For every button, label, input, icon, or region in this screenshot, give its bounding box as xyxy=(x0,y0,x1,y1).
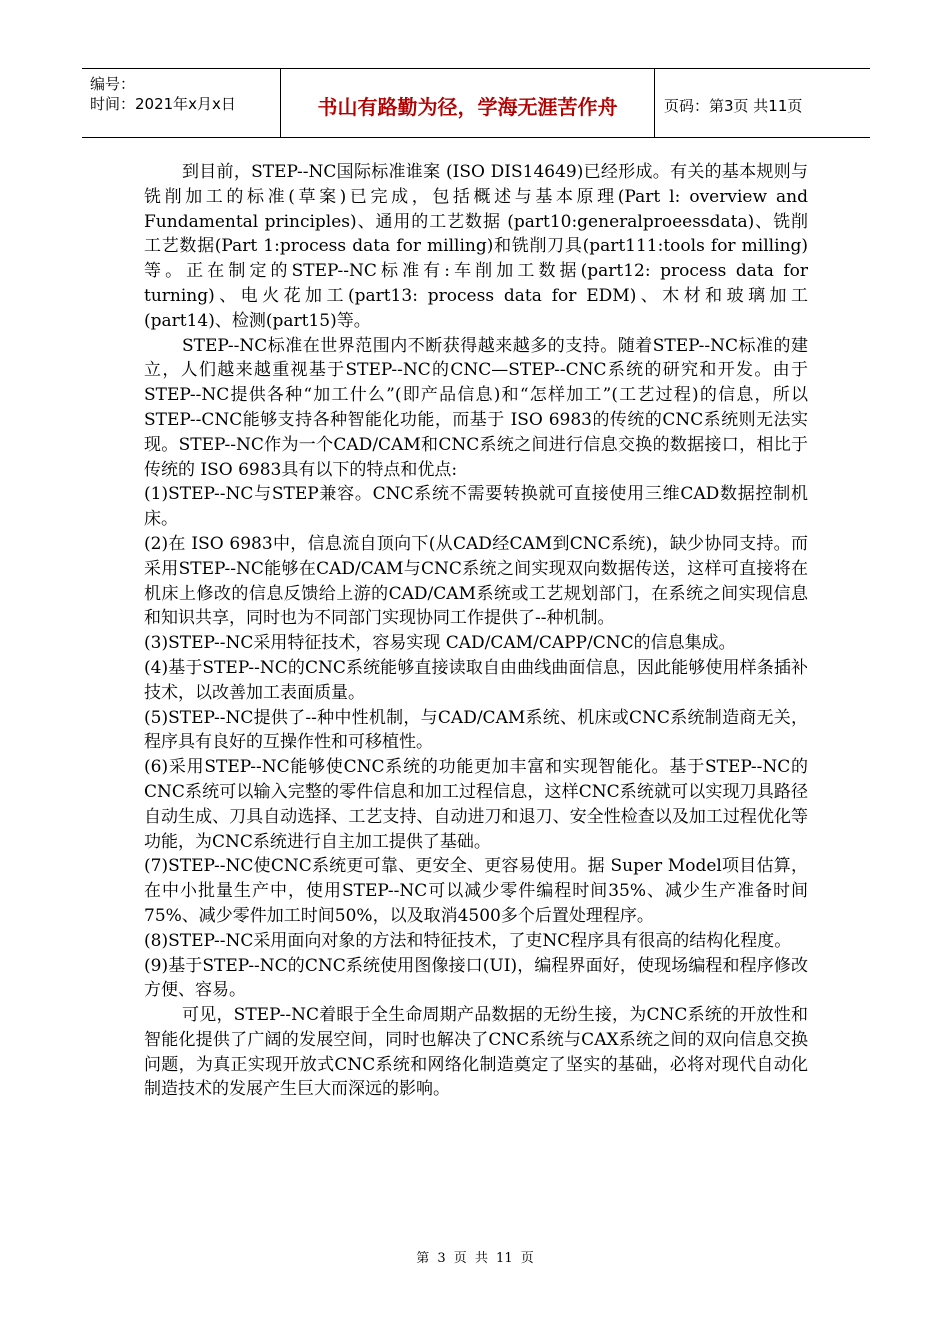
doc-time: 时间：2021年x月x日 xyxy=(90,95,236,113)
page-footer: 第 3 页 共 11 页 xyxy=(416,1251,534,1266)
paragraph-conclusion: 可见，STEP--NC着眼于全生命周期产品数据的无纷生接，为CNC系统的开放性和智能化提供了广阔的发展空间，同时也解决了CNC系统与CAX系统之间的双向信息交换问题，为真正实现开放式CNC系统和网络化制造奠定了坚实的基础，必将对现代自动化制造技术的发展产生巨大而深远的影响。 xyxy=(144,1005,808,1100)
header-motto-cell xyxy=(281,69,655,137)
list-item-8: (8)STEP--NC采用面向对象的方法和特征技术，了吏NC程序具有很高的结构化程度。 xyxy=(144,930,792,951)
list-item-5: (5)STEP--NC提供了--种中性机制，与CAD/CAM系统、机床或CNC系统制造商无关，程序具有良好的互操作性和可移植性。 xyxy=(144,707,808,753)
paragraph-intro: 到目前，STEP--NC国际标准谁案 (ISO DIS14649)已经形成。有关的基本规则与铣削加工的标准(草案)已完成，包括概述与基本原理(Part l: overview and Fundamental principles)、通用的工艺数据 (part10:generalproeessdata)、铣削工艺数据(Part 1:process data for milling)和铣削刀具(part111:tools for milling) 等。正在制定的STEP--NC标准有:车削加工数据(part12: process data for turning)、电火花加工(part13: process data for EDM)、木材和玻璃加工 (part14)、检测(part15)等。 xyxy=(144,162,808,331)
list-item-1: (1)STEP--NC与STEP兼容。CNC系统不需要转换就可直接使用三维CAD数据控制机床。 xyxy=(144,484,808,530)
header-page-cell xyxy=(655,69,870,137)
document-body xyxy=(144,160,808,1102)
list-item-9: (9)基于STEP--NC的CNC系统使用图像接口(UI)，编程界面好，使现场编程和程序修改方便、容易。 xyxy=(144,955,808,1001)
list-item-3: (3)STEP--NC采用特征技术，容易实现 CAD/CAM/CAPP/CNC的信息集成。 xyxy=(144,633,736,654)
header-page-number: 页码：第3页 共11页 xyxy=(664,97,803,115)
paragraph-support: STEP--NC标准在世界范围内不断获得越来越多的支持。随着STEP--NC标准的建立，人们越来越重视基于STEP--NC的CNC—STEP--CNC系统的研究和开发。由于STEP--NC提供各种“加工什么”(即产品信息)和“怎样加工”(工艺过程)的信息，所以STEP--CNC能够支持各种智能化功能，而基于 ISO 6983的传统的CNC系统则无法实现。STEP--NC作为一个CAD/CAM和CNC系统之间进行信息交换的数据接口，相比于传统的 ISO 6983具有以下的特点和优点: xyxy=(144,335,808,480)
list-item-7: (7)STEP--NC使CNC系统更可靠、更安全、更容易使用。据 Super Model项目估算，在中小批量生产中，使用STEP--NC可以减少零件编程时间35%、减少生产准备时间75%、减少零件加工时间50%，以及取消4500多个后置处理程序。 xyxy=(144,856,808,926)
list-item-4: (4)基于STEP--NC的CNC系统能够直接读取自由曲线曲面信息，因此能够使用样条插补技术，以改善加工表面质量。 xyxy=(144,657,808,703)
list-item-2: (2)在 ISO 6983中，信息流自顶向下(从CAD经CAM到CNC系统)，缺少协同支持。而采用STEP--NC能够在CAD/CAM与CNC系统之间实现双向数据传送，这样可直接将在机床上修改的信息反馈给上游的CAD/CAM系统或工艺规划部门，在系统之间实现信息和知识共享，同时也为不同部门实现协同工作提供了--种机制。 xyxy=(144,533,808,629)
header-motto: 书山有路勤为径，学海无涯苦作舟 xyxy=(317,95,618,119)
page-header xyxy=(82,68,870,138)
header-info-cell xyxy=(82,69,281,137)
list-item-6: (6)采用STEP--NC能够使CNC系统的功能更加丰富和实现智能化。基于STEP--NC的CNC系统可以输入完整的零件信息和加工过程信息，这样CNC系统就可以实现刀具路径自动生成、刀具自动选择、工艺支持、自动进刀和退刀、安全性检查以及加工过程优化等功能，为CNC系统进行自主加工提供了基础。 xyxy=(144,757,808,852)
doc-number-label: 编号： xyxy=(90,75,136,93)
